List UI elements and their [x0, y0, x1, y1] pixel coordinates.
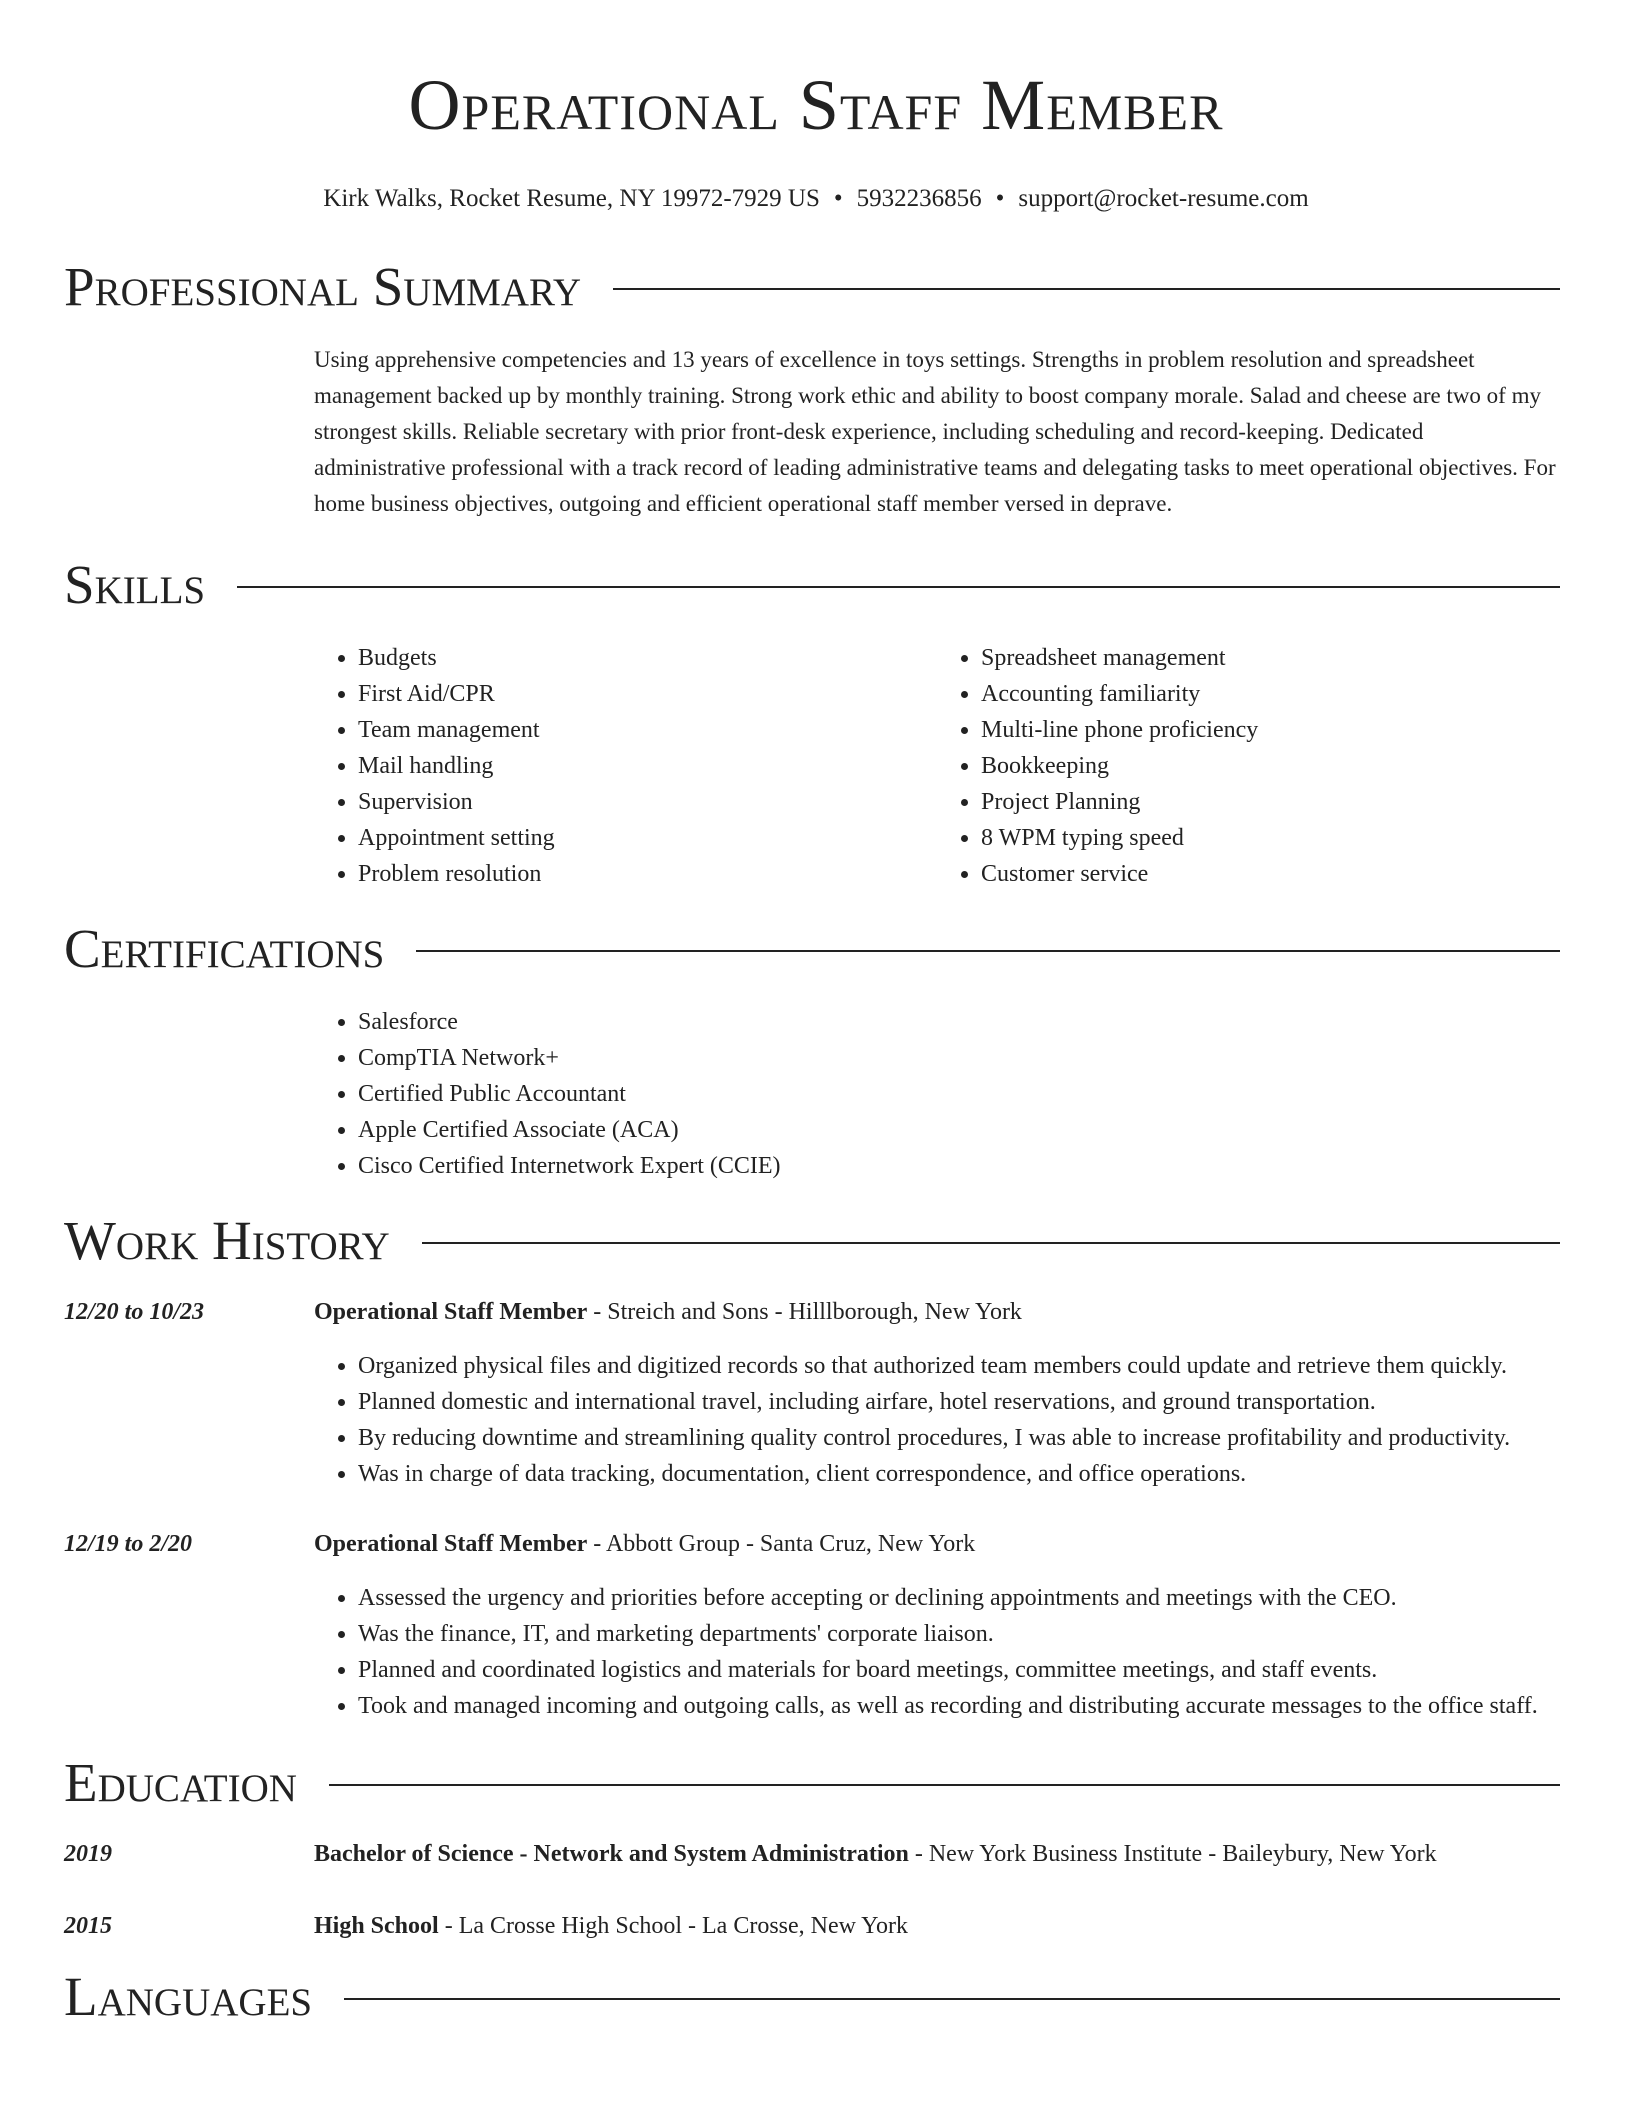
education-degree: High School [314, 1913, 439, 1939]
job-bullets [314, 1580, 1560, 1724]
education-degree: Bachelor of Science - Network and System Administration [314, 1841, 909, 1867]
skill-item: • Mail handling [358, 748, 937, 784]
section-header [64, 252, 1560, 322]
certification-item: • Apple Certified Associate (ACA) [358, 1112, 1560, 1148]
education-details: - La Crosse High School - La Crosse, New York [438, 1913, 908, 1939]
education-heading [314, 1908, 1560, 1944]
section-divider [329, 1784, 1560, 1786]
section-header [64, 550, 1560, 620]
section-divider [344, 1998, 1560, 2000]
education-entry [64, 1908, 1560, 1944]
skill-item: • Project Planning [981, 784, 1560, 820]
section-title: Languages [64, 1966, 313, 2027]
job-dates: 12/19 to 2/20 [64, 1531, 193, 1557]
summary-text: Using apprehensive competencies and 13 years of excellence in toys settings. Strengths in problem resolution and spreadsheet management backed up by monthly training. Strong work ethic and ability to boost company morale. Salad and cheese are two of my strongest skills. Reliable secretary with prior front-desk experience, including scheduling and record-keeping. Dedicated administrative professional with a track record of leading administrative teams and delegating tasks to meet operational objectives. For home business objectives, outgoing and efficient operational staff member versed in deprave. [314, 347, 1556, 516]
job-dates: 12/20 to 10/23 [64, 1299, 205, 1325]
section-title: Certifications [64, 918, 385, 979]
job-entry [64, 1526, 1560, 1724]
education-year: 2019 [64, 1841, 112, 1867]
resume-name: Operational Staff Member [408, 65, 1224, 145]
contact-separator: • [995, 185, 1005, 212]
education-details: - New York Business Institute - Baileybury, New York [908, 1841, 1437, 1867]
skill-item: • First Aid/CPR [358, 676, 937, 712]
education-year: 2015 [64, 1913, 112, 1939]
skill-item: • Customer service [981, 856, 1560, 892]
job-details: - Abbott Group - Santa Cruz, New York [587, 1531, 976, 1557]
skill-item: • Supervision [358, 784, 937, 820]
section-title: Skills [64, 554, 206, 615]
section-divider [422, 1242, 1560, 1244]
section-divider [613, 288, 1560, 290]
education-entry [64, 1836, 1560, 1872]
job-heading [314, 1526, 1560, 1562]
section-divider [416, 950, 1560, 952]
job-heading [314, 1294, 1560, 1330]
certifications-section [64, 914, 1560, 1184]
job-details: - Streich and Sons - Hilllborough, New York [587, 1299, 1022, 1325]
skill-item: • Spreadsheet management [981, 640, 1560, 676]
languages-section [64, 1962, 1560, 2032]
job-entry [64, 1294, 1560, 1492]
job-role: Operational Staff Member [314, 1299, 588, 1325]
contact-address: Kirk Walks, Rocket Resume, NY 19972-7929 US [323, 185, 820, 212]
skills-section [64, 550, 1560, 892]
contact-email[interactable]: support@rocket-resume.com [1018, 185, 1309, 212]
job-bullets [314, 1348, 1560, 1492]
skill-item: • Bookkeeping [981, 748, 1560, 784]
skill-item: • Budgets [358, 640, 937, 676]
section-divider [237, 586, 1560, 588]
section-title: Professional Summary [64, 256, 582, 317]
skill-item: • Appointment setting [358, 820, 937, 856]
job-role: Operational Staff Member [314, 1531, 588, 1557]
job-bullet: • Was the finance, IT, and marketing departments' corporate liaison. [358, 1616, 1560, 1652]
job-bullet: • By reducing downtime and streamlining quality control procedures, I was able to increase profitability and productivity. [358, 1420, 1560, 1456]
section-header [64, 914, 1560, 984]
section-title: Work History [64, 1210, 390, 1271]
skill-item: • Problem resolution [358, 856, 937, 892]
job-bullet: • Planned domestic and international travel, including airfare, hotel reservations, and ground transportation. [358, 1384, 1560, 1420]
job-bullet: • Planned and coordinated logistics and materials for board meetings, committee meetings, and staff events. [358, 1652, 1560, 1688]
summary-section [64, 252, 1560, 522]
skills-list-left [314, 640, 937, 892]
skills-list-right [937, 640, 1560, 892]
skill-item: • 8 WPM typing speed [981, 820, 1560, 856]
contact-separator: • [833, 185, 843, 212]
section-header [64, 1748, 1560, 1818]
job-bullet: • Was in charge of data tracking, documentation, client correspondence, and office operations. [358, 1456, 1560, 1492]
contact-line [0, 182, 1632, 216]
certifications-list [314, 1004, 1560, 1184]
skill-item: • Team management [358, 712, 937, 748]
work-history-section [64, 1206, 1560, 1724]
job-bullet: • Assessed the urgency and priorities before accepting or declining appointments and meetings with the CEO. [358, 1580, 1560, 1616]
certification-item: • Salesforce [358, 1004, 1560, 1040]
certification-item: • Certified Public Accountant [358, 1076, 1560, 1112]
contact-phone[interactable]: 5932236856 [856, 185, 982, 212]
certification-item: • Cisco Certified Internetwork Expert (CCIE) [358, 1148, 1560, 1184]
section-header [64, 1962, 1560, 2032]
job-bullet: • Took and managed incoming and outgoing calls, as well as recording and distributing accurate messages to the office staff. [358, 1688, 1560, 1724]
education-section [64, 1748, 1560, 1944]
skill-item: • Accounting familiarity [981, 676, 1560, 712]
skill-item: • Multi-line phone proficiency [981, 712, 1560, 748]
section-title: Education [64, 1752, 297, 1813]
education-heading [314, 1836, 1560, 1872]
section-header [64, 1206, 1560, 1276]
job-bullet: • Organized physical files and digitized records so that authorized team members could update and retrieve them quickly. [358, 1348, 1560, 1384]
certification-item: • CompTIA Network+ [358, 1040, 1560, 1076]
